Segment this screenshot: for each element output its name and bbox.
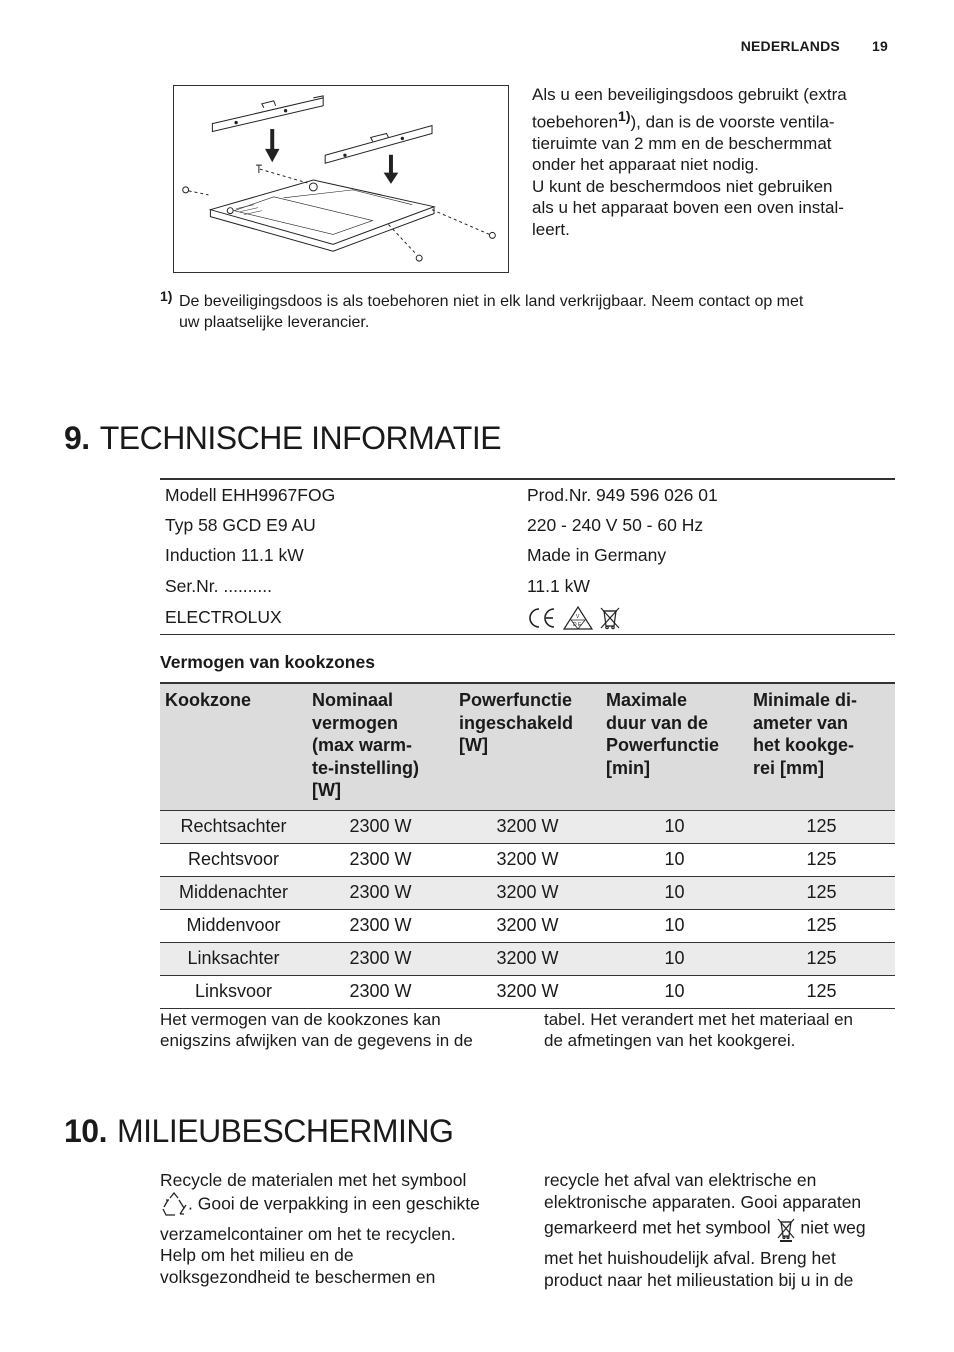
cooking-zone-power-heading: Vermogen van kookzones [160, 652, 375, 672]
language-label: NEDERLANDS [740, 38, 840, 54]
table-cell: Middenachter [160, 876, 307, 909]
table-row [160, 810, 895, 843]
table-cell: 10 [601, 975, 748, 1008]
table-cell: 2300 W [307, 843, 454, 876]
header-line: Nominaal [312, 690, 394, 710]
header-line: [W] [459, 735, 488, 755]
env-line [544, 1216, 904, 1242]
env-line: recycle het afval van elektrische en [544, 1170, 817, 1190]
protection-box-description [532, 84, 892, 240]
page-number: 19 [872, 38, 888, 54]
table-cell: 10 [601, 909, 748, 942]
note-line: Het vermogen van de kookzones kan [160, 1010, 441, 1029]
spec-cell: ELECTROLUX [165, 607, 282, 628]
table-cell: 125 [748, 876, 895, 909]
svg-text:V: V [576, 613, 580, 620]
intro-line: Als u een beveiligingsdoos gebruikt (extra [532, 85, 847, 104]
footnote-line: De beveiligingsdoos is als toebehoren niet in elk land verkrijgbaar. Neem contact op met [179, 293, 804, 310]
intro-line: leert. [532, 219, 570, 239]
header-line: ameter van [753, 712, 849, 733]
header-line: (max warm- [312, 735, 413, 755]
table-cell: 125 [748, 909, 895, 942]
rail-left-icon [212, 96, 323, 132]
header-line: ingeschakeld [459, 712, 574, 733]
table-cell: 10 [601, 843, 748, 876]
protection-box-illustration [173, 85, 509, 273]
table-note-left [160, 1009, 510, 1051]
footnote-text [179, 292, 879, 333]
certification-symbols [527, 606, 895, 630]
table-cell: 125 [748, 843, 895, 876]
note-line: tabel. Het verandert met het materiaal en [544, 1010, 853, 1029]
table-header-row [160, 683, 895, 810]
header-line: Maximale [606, 690, 688, 710]
table-row [160, 975, 895, 1008]
rail-right-icon [325, 126, 432, 164]
header-line: Powerfunctie [459, 690, 573, 710]
spec-row [160, 510, 895, 540]
section-heading-environment [64, 1113, 453, 1150]
column-header-power-function [454, 683, 601, 810]
header-line: Powerfunctie [606, 735, 720, 755]
section-title: MILIEUBESCHERMING [116, 1113, 454, 1149]
footnote-line: uw plaatselijke leverancier. [179, 313, 370, 331]
footnote-reference: 1) [618, 107, 631, 124]
table-cell: 2300 W [307, 975, 454, 1008]
weee-bin-icon [776, 1216, 796, 1242]
table-cell: 125 [748, 942, 895, 975]
env-line: product naar het milieustation bij u in de [544, 1269, 854, 1290]
table-cell: 2300 W [307, 942, 454, 975]
table-row [160, 876, 895, 909]
env-line: Help om het milieu en de [160, 1245, 354, 1265]
table-row [160, 843, 895, 876]
spec-cell: Induction 11.1 kW [165, 545, 304, 566]
rating-plate-table [160, 478, 895, 635]
spec-cell: 220 - 240 V 50 - 60 Hz [527, 515, 704, 536]
env-line: verzamelcontainer om het te recyclen. [160, 1223, 456, 1244]
spec-row [160, 602, 895, 634]
header-line: [min] [606, 757, 650, 778]
recycle-icon [160, 1192, 188, 1218]
note-line: enigszins afwijken van de gegevens in de [160, 1031, 473, 1050]
table-cell: 10 [601, 942, 748, 975]
cooking-zone-power-table [160, 682, 895, 1009]
intro-text: ), dan is de voorste ventila- [630, 112, 835, 132]
table-cell: 3200 W [454, 942, 601, 975]
column-header-max-duration [601, 683, 748, 810]
table-cell: 125 [748, 975, 895, 1008]
table-cell: 3200 W [454, 975, 601, 1008]
intro-line: tieruimte van 2 mm en de beschermmat [532, 133, 832, 153]
header-line: het kookge- [753, 735, 855, 755]
env-line: Recycle de materialen met het symbool [160, 1170, 467, 1190]
column-header-nominal-power [307, 683, 454, 810]
spec-cell: 11.1 kW [527, 575, 590, 596]
section-number: 10. [64, 1113, 107, 1149]
spec-cell: Prod.Nr. 949 596 026 01 [527, 484, 718, 505]
tray-icon [210, 180, 434, 251]
table-cell: 2300 W [307, 876, 454, 909]
table-cell: 3200 W [454, 810, 601, 843]
header-line: rei [mm] [753, 757, 825, 778]
table-row [160, 909, 895, 942]
table-cell: Rechtsvoor [160, 843, 307, 876]
table-cell: 3200 W [454, 843, 601, 876]
spec-cell: Modell EHH9967FOG [165, 484, 336, 505]
spec-row [160, 541, 895, 571]
table-cell: Rechtsachter [160, 810, 307, 843]
table-cell: 2300 W [307, 810, 454, 843]
spec-cell: Ser.Nr. .......... [165, 575, 272, 596]
weee-bin-icon [599, 606, 621, 630]
column-header-zone [160, 683, 307, 810]
env-text: . Gooi de verpakking in een geschikte [188, 1193, 480, 1214]
column-header-min-diameter [748, 683, 895, 810]
header-line: [W] [312, 780, 341, 800]
spec-row [160, 571, 895, 601]
intro-text: toebehoren [532, 112, 619, 132]
ce-mark-icon [527, 606, 557, 630]
header-line: Minimale di- [753, 690, 858, 710]
table-row [160, 942, 895, 975]
intro-line [532, 106, 892, 133]
table-cell: 125 [748, 810, 895, 843]
footnote-mark: 1) [160, 288, 173, 304]
environment-text-right [544, 1170, 904, 1291]
intro-line: U kunt de beschermdoos niet gebruiken [532, 176, 833, 196]
table-cell: 10 [601, 876, 748, 909]
section-heading-technical-info [64, 420, 501, 457]
table-cell: Linksachter [160, 942, 307, 975]
spec-cell: Made in Germany [527, 545, 667, 566]
table-cell: 3200 W [454, 876, 601, 909]
env-line: met het huishoudelijk afval. Breng het [544, 1248, 836, 1268]
spec-cell: Typ 58 GCD E9 AU [165, 515, 316, 536]
env-text: niet weg [800, 1217, 866, 1238]
intro-line: onder het apparaat niet nodig. [532, 155, 759, 175]
page-header [741, 38, 888, 54]
spec-row [160, 480, 895, 510]
table-cell: 3200 W [454, 909, 601, 942]
note-line: de afmetingen van het kookgerei. [544, 1031, 796, 1050]
section-number: 9. [64, 420, 90, 456]
env-text: gemarkeerd met het symbool [544, 1217, 771, 1238]
env-line: volksgezondheid te beschermen en [160, 1266, 436, 1287]
table-cell: Linksvoor [160, 975, 307, 1008]
svg-text:D E: D E [573, 621, 582, 628]
intro-line: als u het apparaat boven een oven instal- [532, 198, 844, 218]
env-line: elektronische apparaten. Gooi apparaten [544, 1191, 862, 1212]
header-line: Kookzone [165, 690, 252, 710]
table-cell: 2300 W [307, 909, 454, 942]
header-line: vermogen [312, 712, 399, 733]
header-line: duur van de [606, 712, 709, 733]
env-line [160, 1192, 520, 1218]
section-title: TECHNISCHE INFORMATIE [99, 420, 502, 456]
table-cell: Middenvoor [160, 909, 307, 942]
vde-mark-icon [563, 606, 593, 630]
environment-text-left [160, 1170, 520, 1288]
table-cell: 10 [601, 810, 748, 843]
header-line: te-instelling) [312, 757, 419, 778]
table-note-right [544, 1009, 894, 1051]
